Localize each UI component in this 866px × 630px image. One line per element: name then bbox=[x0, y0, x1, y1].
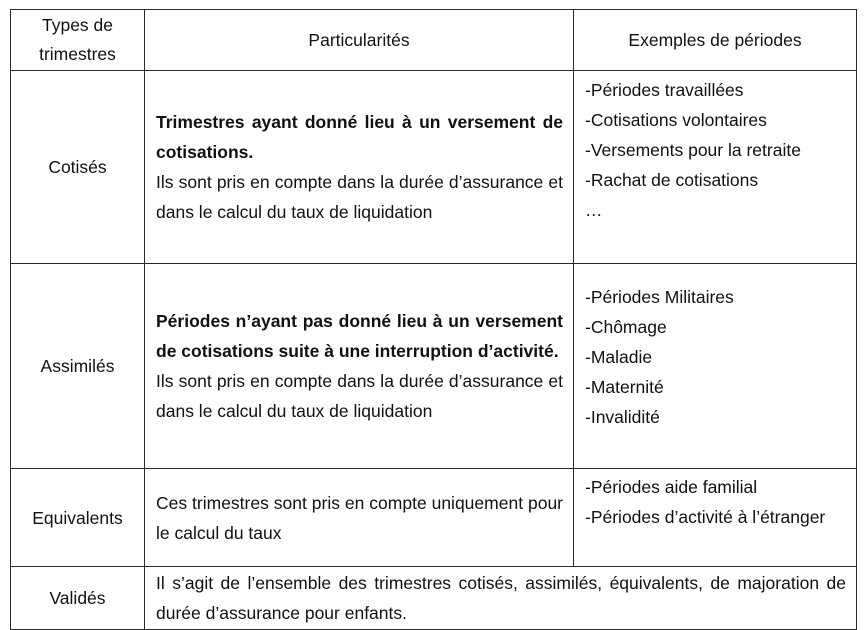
example-item: -Périodes Militaires bbox=[585, 287, 734, 307]
example-item: -Périodes aide familial bbox=[585, 477, 758, 497]
validés-description: Il s’agit de l’ensemble des trimestres cotisés, assimilés, équivalents, de majoration de durée d’assurance pour enfants. bbox=[145, 567, 857, 630]
example-item: -Rachat de cotisations bbox=[585, 170, 759, 190]
example-item: -Périodes travaillées bbox=[585, 80, 744, 100]
table-row bbox=[11, 71, 857, 264]
trimestres-table bbox=[10, 9, 857, 630]
particularites-cell bbox=[145, 71, 574, 264]
type-cell: Cotisés bbox=[11, 71, 145, 264]
type-cell: Equivalents bbox=[11, 469, 145, 567]
example-item: -Maternité bbox=[585, 377, 664, 397]
example-item: -Maladie bbox=[585, 347, 653, 367]
particularite-bold: Périodes n’ayant pas donné lieu à un versement de cotisations suite à une interruption d’activité. bbox=[156, 311, 563, 361]
example-item: -Cotisations volontaires bbox=[585, 110, 767, 130]
header-exemples: Exemples de périodes bbox=[574, 10, 857, 71]
table-row bbox=[11, 567, 857, 630]
example-item: … bbox=[585, 200, 603, 220]
example-item: -Chômage bbox=[585, 317, 667, 337]
table-row bbox=[11, 469, 857, 567]
example-item: -Versements pour la retraite bbox=[585, 140, 801, 160]
particularite-text: Ces trimestres sont pris en compte uniquement pour le calcul du taux bbox=[156, 492, 563, 543]
exemples-cell bbox=[574, 264, 857, 469]
particularite-text: Ils sont pris en compte dans la durée d’assurance et dans le calcul du taux de liquidation bbox=[156, 172, 563, 222]
header-types: Types de trimestres bbox=[11, 10, 145, 71]
header-particularites: Particularités bbox=[145, 10, 574, 71]
particularites-cell bbox=[145, 264, 574, 469]
example-item: -Périodes d’activité à l’étranger bbox=[585, 507, 826, 527]
exemples-cell bbox=[574, 71, 857, 264]
particularite-bold: Trimestres ayant donné lieu à un versement de cotisations. bbox=[156, 112, 563, 162]
example-item: -Invalidité bbox=[585, 407, 660, 427]
type-cell: Validés bbox=[11, 567, 145, 630]
exemples-cell bbox=[574, 469, 857, 567]
type-cell: Assimilés bbox=[11, 264, 145, 469]
particularites-cell bbox=[145, 469, 574, 567]
table-row bbox=[11, 264, 857, 469]
table-header-row bbox=[11, 10, 857, 71]
particularite-text: Ils sont pris en compte dans la durée d’assurance et dans le calcul du taux de liquidation bbox=[156, 371, 563, 421]
